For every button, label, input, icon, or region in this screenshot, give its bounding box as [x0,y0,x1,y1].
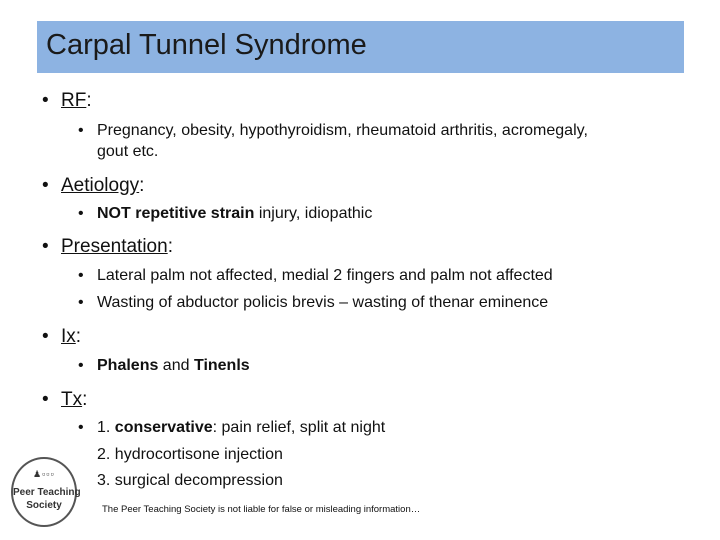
slide-title: Carpal Tunnel Syndrome [46,29,367,61]
rf-item: • Pregnancy, obesity, hypothyroidism, rheumatoid arthritis, acromegaly, [78,122,588,139]
bullet-rf: • RF: [42,90,92,111]
ix-item: • Phalens and Tinenls [78,357,250,374]
disclaimer: The Peer Teaching Society is not liable for false or misleading information… [102,504,421,515]
aetiology-bold: NOT repetitive strain [97,205,255,222]
aetiology-rest: injury, idiopathic [254,205,373,222]
tx-label: Tx [61,389,83,410]
rf-text-line2: gout etc. [97,143,159,160]
presentation-label: Presentation [61,236,168,257]
people-icon: ♟▫▫▫ [33,469,55,479]
tx-item-3: 3. surgical decompression [97,472,283,489]
tx-item-2: 2. hydrocortisone injection [97,446,283,463]
aetiology-label: Aetiology [61,175,140,196]
rf-label: RF [61,90,87,111]
aetiology-item: • NOT repetitive strain injury, idiopathic [78,205,373,222]
rf-text-line1: Pregnancy, obesity, hypothyroidism, rheumatoid arthritis, acromegaly, [97,122,588,139]
bullet-char: • [42,90,49,111]
bullet-tx: • Tx: [42,389,88,410]
tx-item-1: • 1. conservative: pain relief, split at night [78,419,386,436]
presentation-item-1: • Lateral palm not affected, medial 2 fingers and palm not affected [78,267,553,284]
bullet-aetiology: • Aetiology: [42,175,145,196]
peer-teaching-society-logo: ♟▫▫▫ Peer Teaching Society [11,457,77,527]
bullet-presentation: • Presentation: [42,236,173,257]
bullet-ix: • Ix: [42,326,82,347]
presentation-item-2: • Wasting of abductor policis brevis – wasting of thenar eminence [78,294,549,311]
ix-label: Ix [61,326,76,347]
